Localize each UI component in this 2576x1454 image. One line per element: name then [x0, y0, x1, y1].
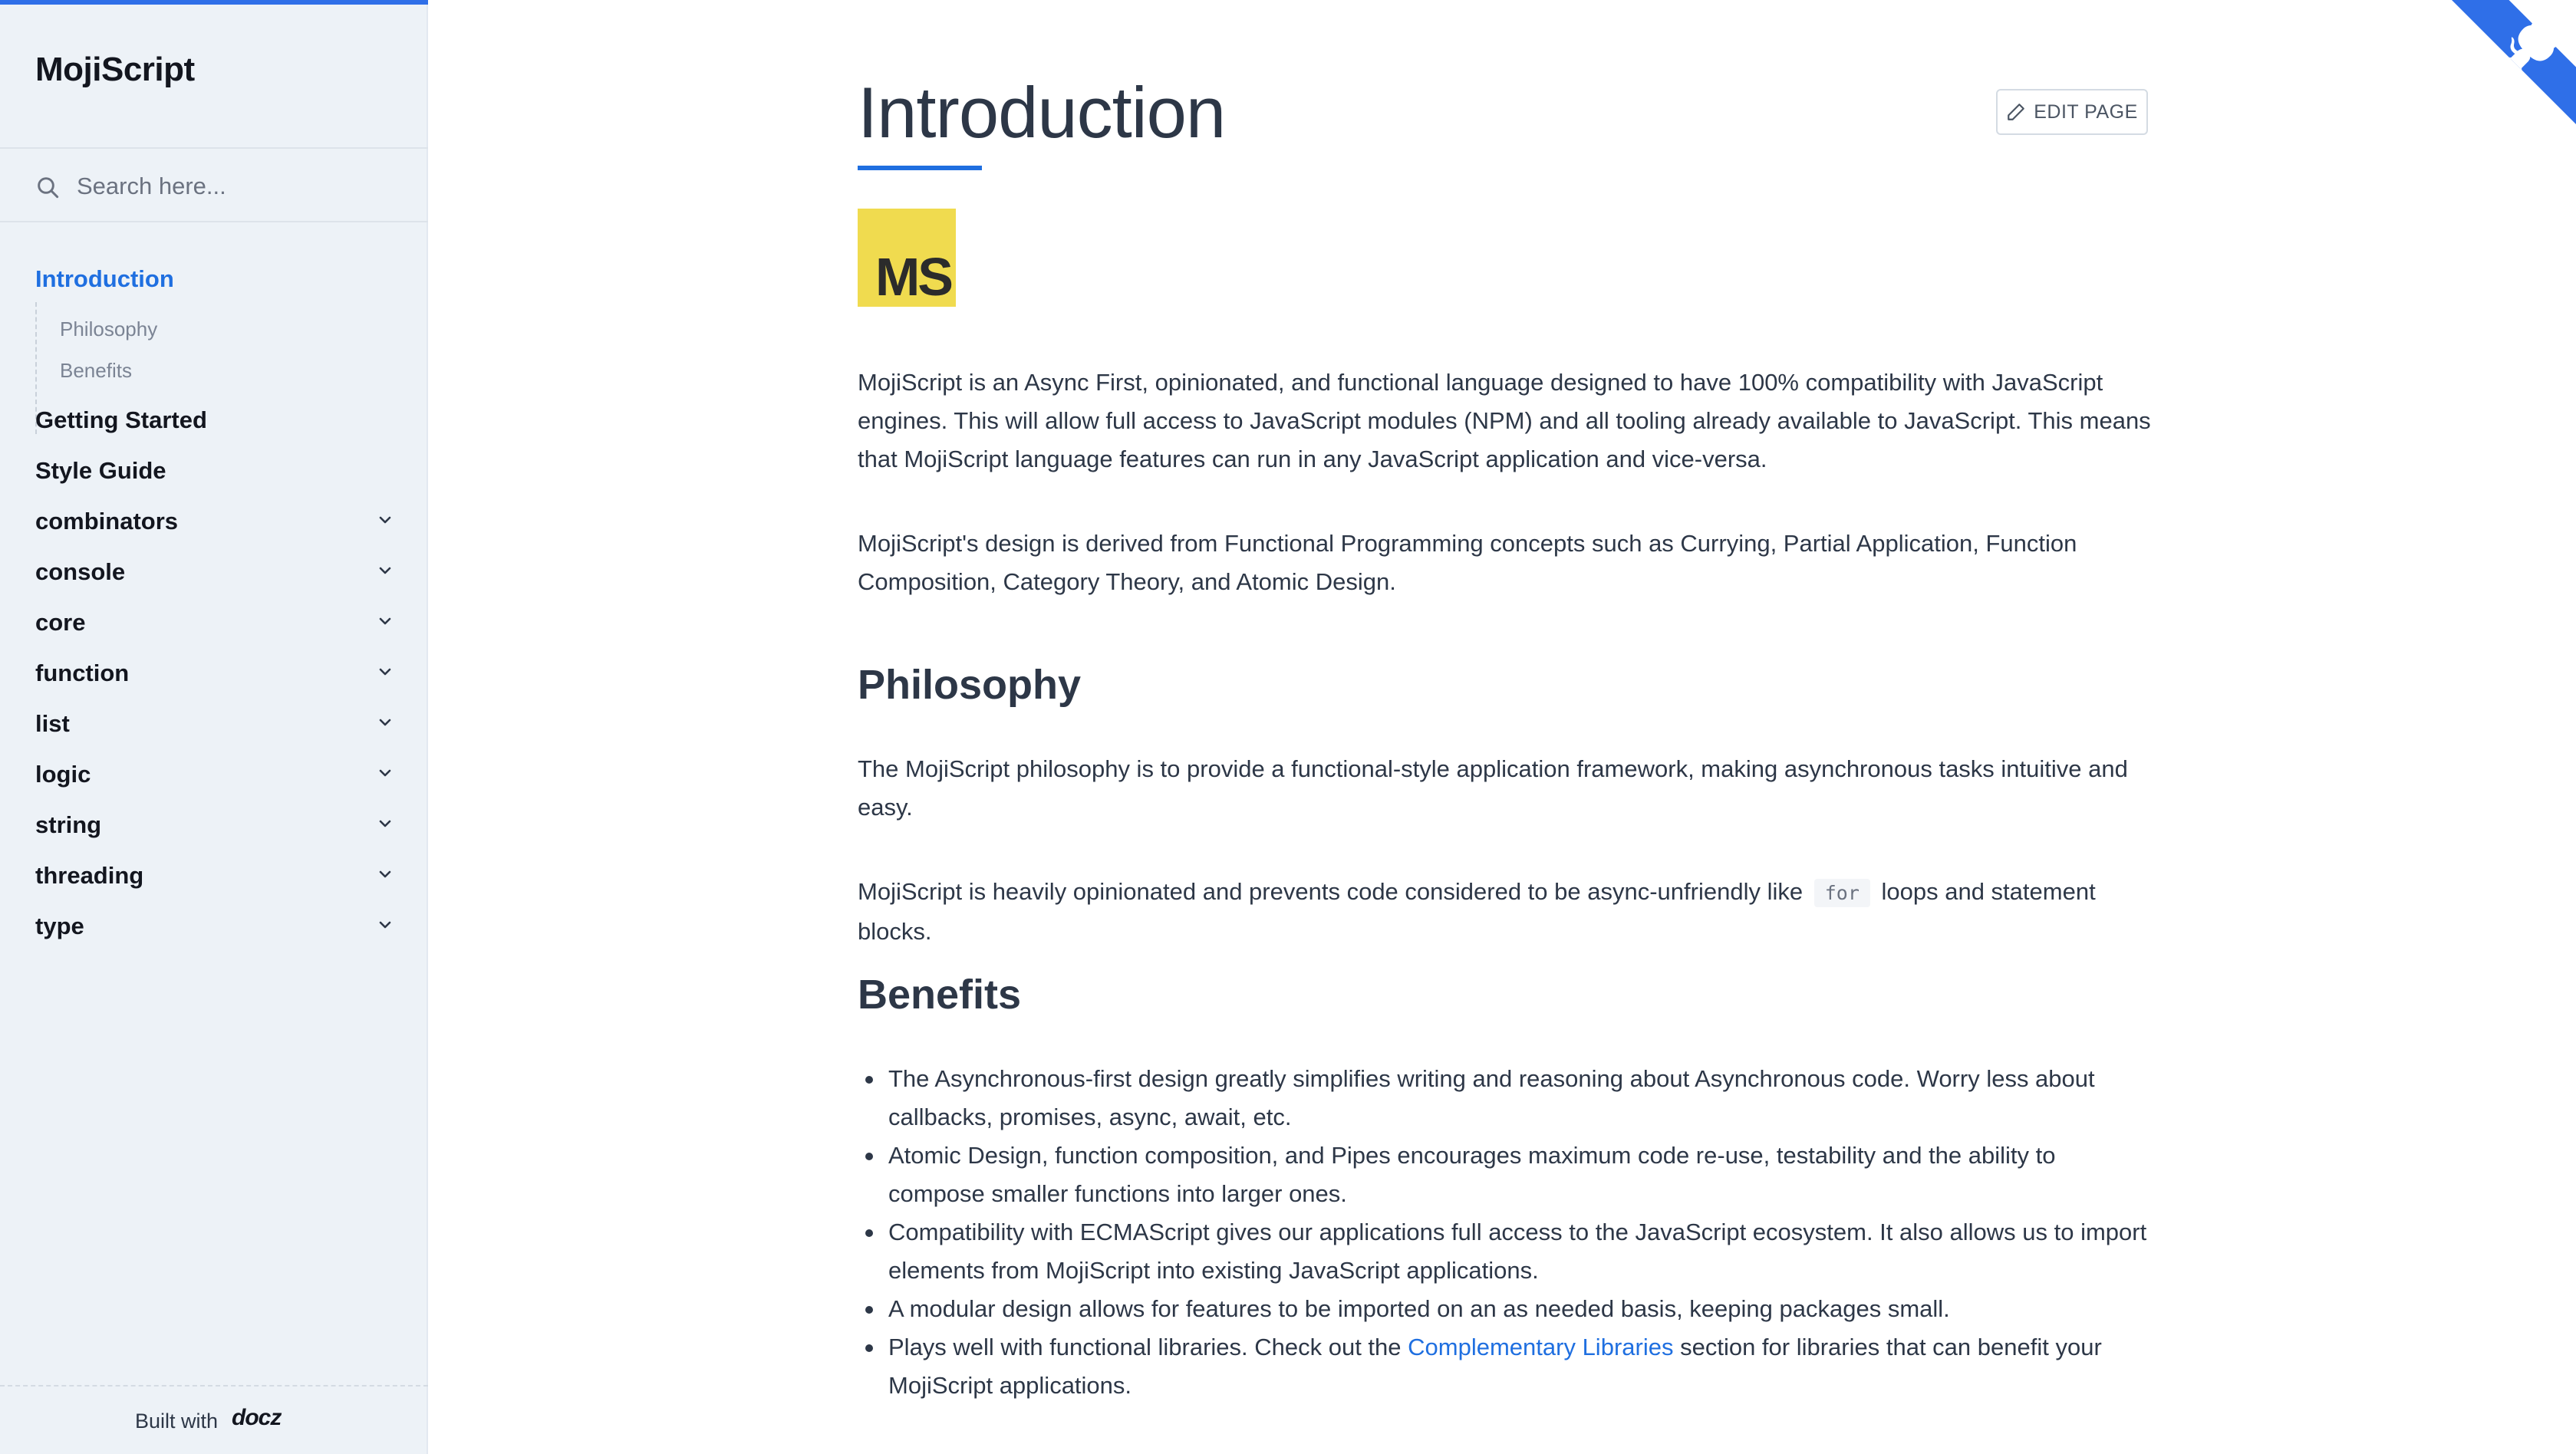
chevron-down-icon[interactable] [376, 865, 394, 883]
inline-code: for [1814, 879, 1870, 907]
title-underline [858, 166, 982, 170]
intro-paragraph-1: MojiScript is an Async First, opinionated, and functional language designed to have 100% compatibility with JavaScript engines. This will allow full access to JavaScript modules (NPM) and all tooling already available to JavaScript. This means that MojiScript language features can run in any JavaScript application and vice-versa. [858, 369, 2151, 472]
sidebar-item-getting-started[interactable]: Getting Started [35, 406, 207, 433]
pencil-icon [2006, 102, 2026, 122]
chevron-down-icon[interactable] [376, 511, 394, 529]
sidebar-item-style-guide[interactable]: Style Guide [35, 457, 166, 484]
sidebar-subitem-benefits[interactable]: Benefits [60, 359, 132, 382]
list-item: A modular design allows for features to be imported on an as needed basis, keeping packages small. [858, 1290, 2154, 1328]
sidebar-accent-bar [0, 0, 428, 5]
chevron-down-icon[interactable] [376, 916, 394, 934]
page-title: Introduction [858, 72, 1226, 153]
chevron-down-icon[interactable] [376, 764, 394, 782]
sidebar-item-string[interactable]: string [35, 811, 102, 838]
benefits-heading: Benefits [858, 972, 1022, 1018]
chevron-down-icon[interactable] [376, 713, 394, 732]
chevron-down-icon[interactable] [376, 612, 394, 630]
github-corner-icon[interactable] [2452, 0, 2576, 124]
list-item [858, 1328, 2154, 1405]
philosophy-heading: Philosophy [858, 662, 1082, 708]
brand-title[interactable]: MojiScript [35, 51, 195, 88]
list-item: Compatibility with ECMAScript gives our applications full access to the JavaScript ecosystem. It also allows us to import elements from MojiScript into existing JavaScript applications. [858, 1213, 2154, 1290]
intro-paragraph-2: MojiScript's design is derived from Functional Programming concepts such as Currying, Partial Application, Function Composition, Category Theory, and Atomic Design. [858, 530, 2077, 595]
sidebar-subitem-philosophy[interactable]: Philosophy [60, 317, 158, 340]
sidebar-item-function[interactable]: function [35, 660, 130, 686]
benefit-text-after: section for libraries that can benefit your MojiScript applications. [888, 1334, 2102, 1399]
sidebar-item-list[interactable]: list [35, 710, 70, 737]
main-content [430, 0, 2576, 1454]
complementary-libraries-link[interactable]: Complementary Libraries [1408, 1334, 1674, 1360]
chevron-down-icon[interactable] [376, 561, 394, 580]
sidebar [0, 0, 428, 1454]
search-input[interactable] [77, 167, 399, 206]
chevron-down-icon[interactable] [376, 663, 394, 681]
sidebar-item-introduction[interactable]: Introduction [35, 265, 174, 292]
benefits-list [858, 1060, 2154, 1405]
philosophy-paragraph-2 [858, 873, 2154, 951]
edit-page-button[interactable] [1996, 89, 2148, 135]
list-item: Atomic Design, function composition, and Pipes encourages maximum code re-use, testability and the ability to compose smaller functions into larger ones. [858, 1137, 2154, 1213]
benefit-text-before: Plays well with functional libraries. Check out the [888, 1334, 1402, 1360]
sidebar-item-type[interactable]: type [35, 913, 84, 939]
sidebar-item-combinators[interactable]: combinators [35, 508, 179, 535]
sidebar-item-console[interactable]: console [35, 558, 126, 585]
list-item: The Asynchronous-first design greatly simplifies writing and reasoning about Asynchronous code. Worry less about callbacks, promises, async, await, etc. [858, 1060, 2154, 1137]
chevron-down-icon[interactable] [376, 814, 394, 833]
edit-page-label: EDIT PAGE [2034, 100, 2138, 123]
logo-text: MS [875, 247, 951, 307]
philosophy-paragraph-1: The MojiScript philosophy is to provide a functional-style application framework, making asynchronous tasks intuitive and easy. [858, 755, 2128, 821]
philosophy-text-before: MojiScript is heavily opinionated and prevents code considered to be async-unfriendly like [858, 878, 1804, 905]
sidebar-item-core[interactable]: core [35, 609, 86, 636]
mojiscript-logo [858, 209, 956, 307]
sidebar-item-logic[interactable]: logic [35, 761, 91, 788]
docz-logo[interactable]: docz [232, 1405, 282, 1430]
sidebar-item-threading[interactable]: threading [35, 862, 144, 889]
built-with-label: Built with [135, 1410, 219, 1433]
search-icon [35, 175, 60, 199]
search-bar [0, 147, 428, 222]
philosophy-text-after: loops and statement blocks. [858, 878, 2096, 945]
sidebar-footer [0, 1385, 428, 1454]
